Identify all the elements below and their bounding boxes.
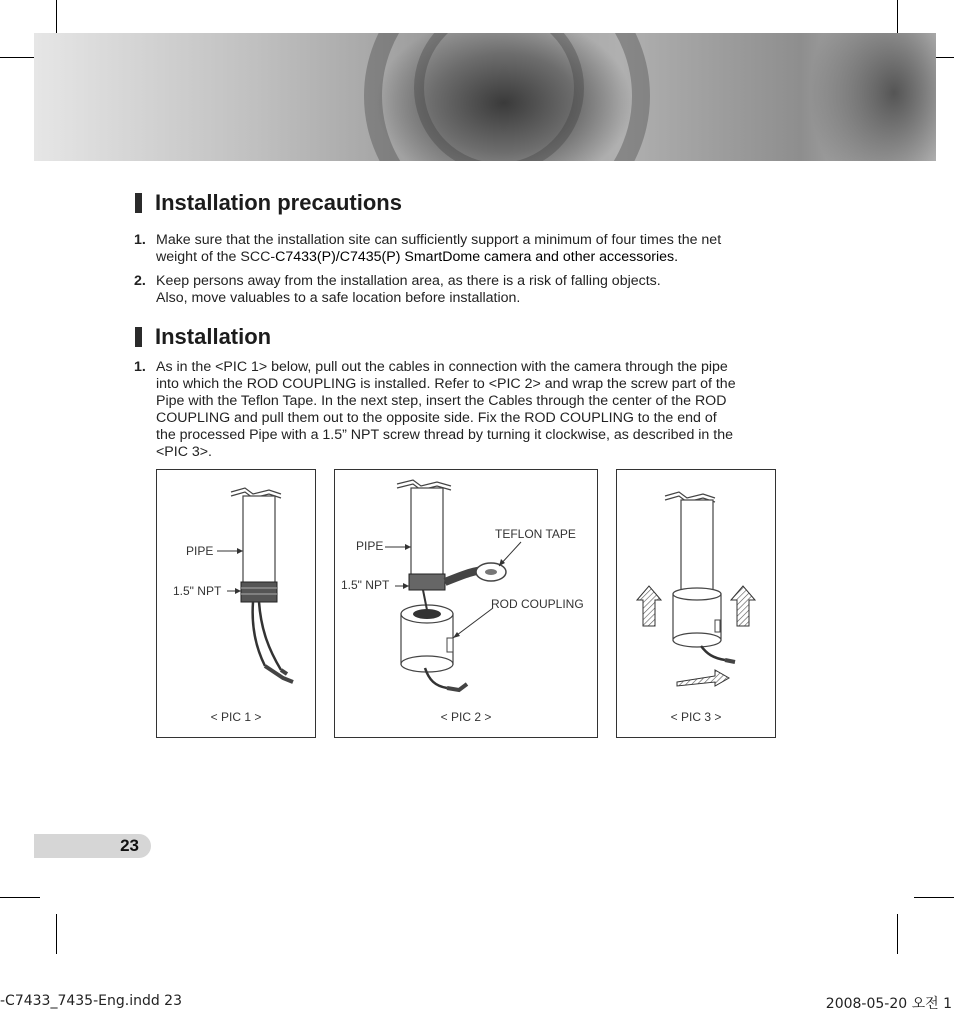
item-number: 1. bbox=[134, 359, 146, 375]
item-text: Keep persons away from the installation area, as there is a risk of falling objects. bbox=[156, 273, 661, 289]
pic3-illustration bbox=[617, 470, 775, 737]
section-title-installation bbox=[135, 324, 271, 350]
figure-pic1 bbox=[156, 469, 316, 738]
label-pipe: PIPE bbox=[356, 539, 384, 553]
list-item bbox=[134, 273, 794, 307]
section-title-text: Installation bbox=[155, 324, 272, 349]
label-pipe: PIPE bbox=[186, 544, 214, 558]
crop-mark bbox=[0, 897, 40, 898]
item-text-highlight: C7433(P)/C7435(P) SmartDome camera and other accessories. bbox=[275, 249, 679, 265]
page-number: 23 bbox=[120, 836, 139, 855]
header-banner bbox=[34, 33, 936, 161]
figure-caption: < PIC 3 > bbox=[670, 710, 722, 724]
section-title-precautions bbox=[135, 190, 402, 216]
heading-marker bbox=[135, 193, 142, 213]
crop-mark bbox=[897, 914, 898, 954]
pic1-illustration bbox=[157, 470, 315, 737]
item-number: 2. bbox=[134, 273, 146, 289]
figure-caption: < PIC 2 > bbox=[440, 710, 492, 724]
item-text: weight of the SCC- bbox=[156, 249, 276, 265]
item-text: Make sure that the installation site can sufficiently support a minimum of four times the net bbox=[156, 232, 722, 248]
item-text: Pipe with the Teflon Tape. In the next step, insert the Cables through the center of the ROD bbox=[156, 393, 727, 409]
label-teflon: TEFLON TAPE bbox=[495, 527, 576, 541]
footer-date: 2008-05-20 오전 1 bbox=[825, 996, 952, 1012]
crop-mark bbox=[56, 914, 57, 954]
item-text: into which the ROD COUPLING is installed. Refer to <PIC 2> and wrap the screw part of the bbox=[156, 376, 736, 392]
item-text: COUPLING and pull them out to the opposite side. Fix the ROD COUPLING to the end of bbox=[156, 410, 717, 426]
crop-mark bbox=[914, 897, 954, 898]
item-text: Also, move valuables to a safe location before installation. bbox=[156, 290, 521, 306]
list-item bbox=[134, 232, 794, 266]
page-number-tab bbox=[34, 834, 151, 858]
figure-caption: < PIC 1 > bbox=[210, 710, 262, 724]
label-npt: 1.5" NPT bbox=[341, 578, 390, 592]
lens-graphic bbox=[414, 33, 584, 161]
item-text: <PIC 3>. bbox=[156, 444, 212, 460]
section-title-text: Installation precautions bbox=[155, 190, 402, 215]
item-number: 1. bbox=[134, 232, 146, 248]
list-item bbox=[134, 359, 804, 461]
heading-marker bbox=[135, 327, 142, 347]
label-npt: 1.5" NPT bbox=[173, 584, 222, 598]
item-text: As in the <PIC 1> below, pull out the cables in connection with the camera through the pipe bbox=[156, 359, 728, 375]
label-coupling: ROD COUPLING bbox=[491, 597, 584, 611]
figure-pic2 bbox=[334, 469, 598, 738]
footer-filename: -C7433_7435-Eng.indd 23 bbox=[0, 993, 182, 1009]
item-text: the processed Pipe with a 1.5” NPT screw thread by turning it clockwise, as described in the bbox=[156, 427, 733, 443]
figure-pic3 bbox=[616, 469, 776, 738]
